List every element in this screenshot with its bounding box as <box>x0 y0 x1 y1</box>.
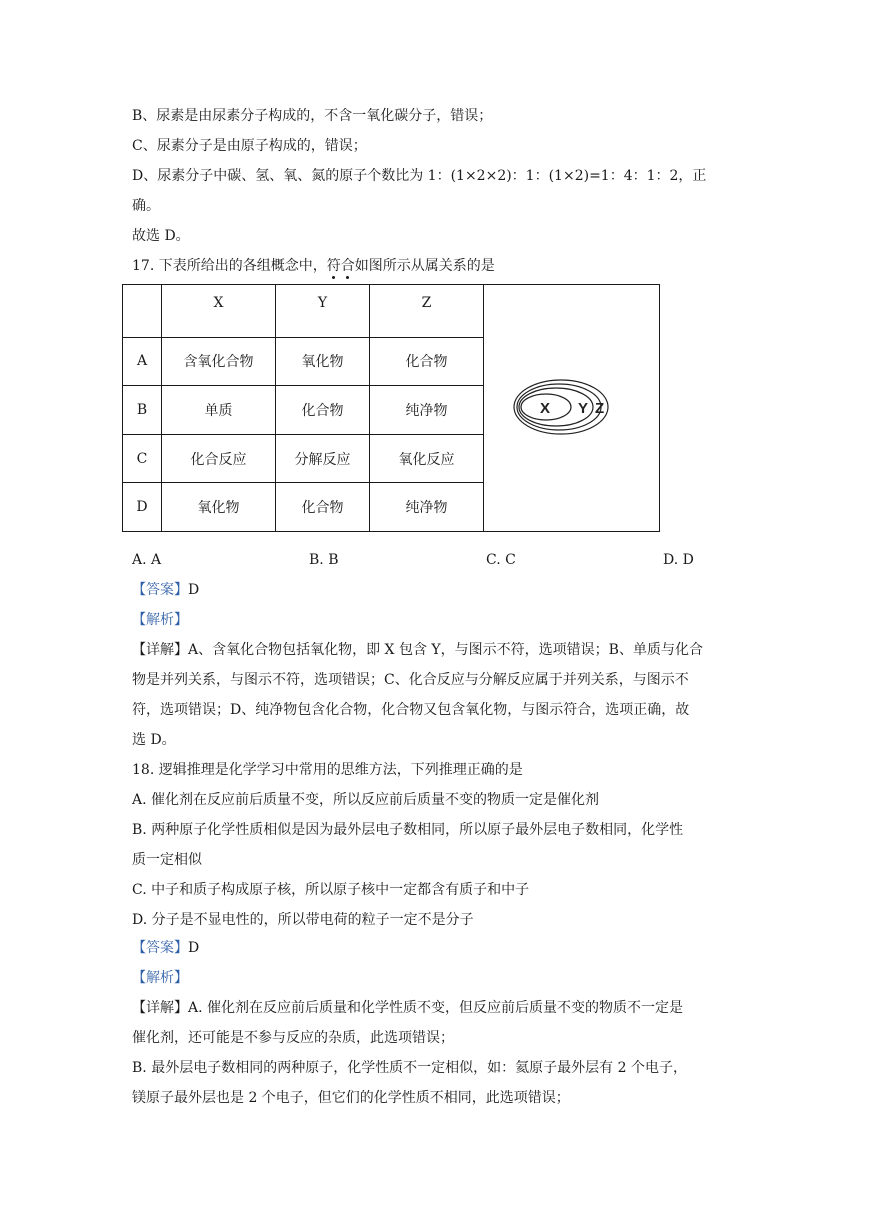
q17-option-d: D. D <box>663 552 694 568</box>
detail-tag: 【详解】 <box>132 642 188 658</box>
header-cell: Y <box>276 285 370 338</box>
answer-tag: 【答案】 <box>132 940 188 956</box>
answer-value: D <box>188 940 200 956</box>
ellipse-y-outer <box>517 384 601 430</box>
label-x: X <box>540 400 551 417</box>
table-header-row <box>123 285 660 338</box>
q17-option-c: C. C <box>486 552 516 568</box>
row-label: C <box>123 434 162 483</box>
table-cell: 含氧化合物 <box>162 337 276 386</box>
q18-answer <box>132 938 199 958</box>
row-label: A <box>123 337 162 386</box>
table-cell: 氧化物 <box>162 483 276 532</box>
venn-diagram-cell <box>484 285 660 532</box>
header-cell: X <box>162 285 276 338</box>
header-cell: Z <box>370 285 484 338</box>
answer-tag: 【答案】 <box>132 582 188 598</box>
prev-conclusion: 故选 D。 <box>132 228 190 244</box>
table-cell: 单质 <box>162 386 276 435</box>
table-cell: 氧化反应 <box>370 434 484 483</box>
q17-detail-line4: 选 D。 <box>132 732 176 748</box>
q17-option-a: A. A <box>132 552 162 568</box>
q17-stem: 17. 下表所给出的各组概念中，符合如图所示从属关系的是 <box>132 258 495 274</box>
label-y: Y <box>578 400 589 417</box>
q18-detail-line4: 镁原子最外层也是 2 个电子，但它们的化学性质不相同，此选项错误； <box>132 1090 570 1106</box>
q18-option-d: D. 分子是不显电性的，所以带电荷的粒子一定不是分子 <box>132 912 474 928</box>
table-cell: 纯净物 <box>370 386 484 435</box>
q17-detail-line2: 物是并列关系，与图示不符，选项错误；C、化合反应与分解反应属于并列关系，与图示不 <box>132 672 689 688</box>
header-cell <box>123 285 162 338</box>
label-z: Z <box>595 400 605 417</box>
answer-value: D <box>188 582 200 598</box>
q18-detail-line3: B. 最外层电子数相同的两种原子，化学性质不一定相似，如：氦原子最外层有 2 个电子， <box>132 1060 687 1076</box>
table-cell: 分解反应 <box>276 434 370 483</box>
q17-answer <box>132 580 199 600</box>
prev-option-d-line1: D、尿素分子中碳、氢、氧、氮的原子个数比为 1：(1×2×2)：1：(1×2)=1：4：1：2，正 <box>132 168 707 184</box>
q18-stem: 18. 逻辑推理是化学学习中常用的思维方法，下列推理正确的是 <box>132 762 523 778</box>
table-cell: 化合物 <box>276 483 370 532</box>
prev-option-b: B、尿素是由尿素分子构成的，不含一氧化碳分子，错误； <box>132 108 493 124</box>
q18-detail-line2: 催化剂，还可能是不参与反应的杂质，此选项错误； <box>132 1030 454 1046</box>
table-cell: 纯净物 <box>370 483 484 532</box>
prev-option-c: C、尿素分子是由原子构成的，错误； <box>132 138 367 154</box>
prev-option-d-line2: 确。 <box>132 198 160 214</box>
table-cell: 化合物 <box>276 386 370 435</box>
q18-option-a: A. 催化剂在反应前后质量不变，所以反应前后质量不变的物质一定是催化剂 <box>132 792 600 808</box>
table-cell: 氧化物 <box>276 337 370 386</box>
table-cell: 化合反应 <box>162 434 276 483</box>
q17-table <box>122 284 660 532</box>
q18-option-b-line1: B. 两种原子化学性质相似是因为最外层电子数相同，所以原子最外层电子数相同，化学性 <box>132 822 684 838</box>
q18-analysis-tag: 【解析】 <box>132 970 188 986</box>
row-label: B <box>123 386 162 435</box>
q18-option-b-line2: 质一定相似 <box>132 852 202 868</box>
detail-tag: 【详解】 <box>132 1000 188 1016</box>
q18-option-c: C. 中子和质子构成原子核，所以原子核中一定都含有质子和中子 <box>132 882 530 898</box>
q18-detail-line1: 【详解】A. 催化剂在反应前后质量和化学性质不变，但反应前后质量不变的物质不一定是 <box>132 1000 684 1016</box>
row-label: D <box>123 483 162 532</box>
q17-analysis-tag: 【解析】 <box>132 612 188 628</box>
q17-detail-line1: 【详解】A、含氧化合物包括氧化物，即 X 包含 Y，与图示不符，选项错误；B、单质与化合 <box>132 642 703 658</box>
q17-detail-line3: 符，选项错误；D、纯净物包含化合物，化合物又包含氧化物，与图示符合，选项正确，故 <box>132 702 690 718</box>
nested-ellipses-diagram <box>484 295 659 527</box>
table-cell: 化合物 <box>370 337 484 386</box>
q17-option-b: B. B <box>309 552 339 568</box>
